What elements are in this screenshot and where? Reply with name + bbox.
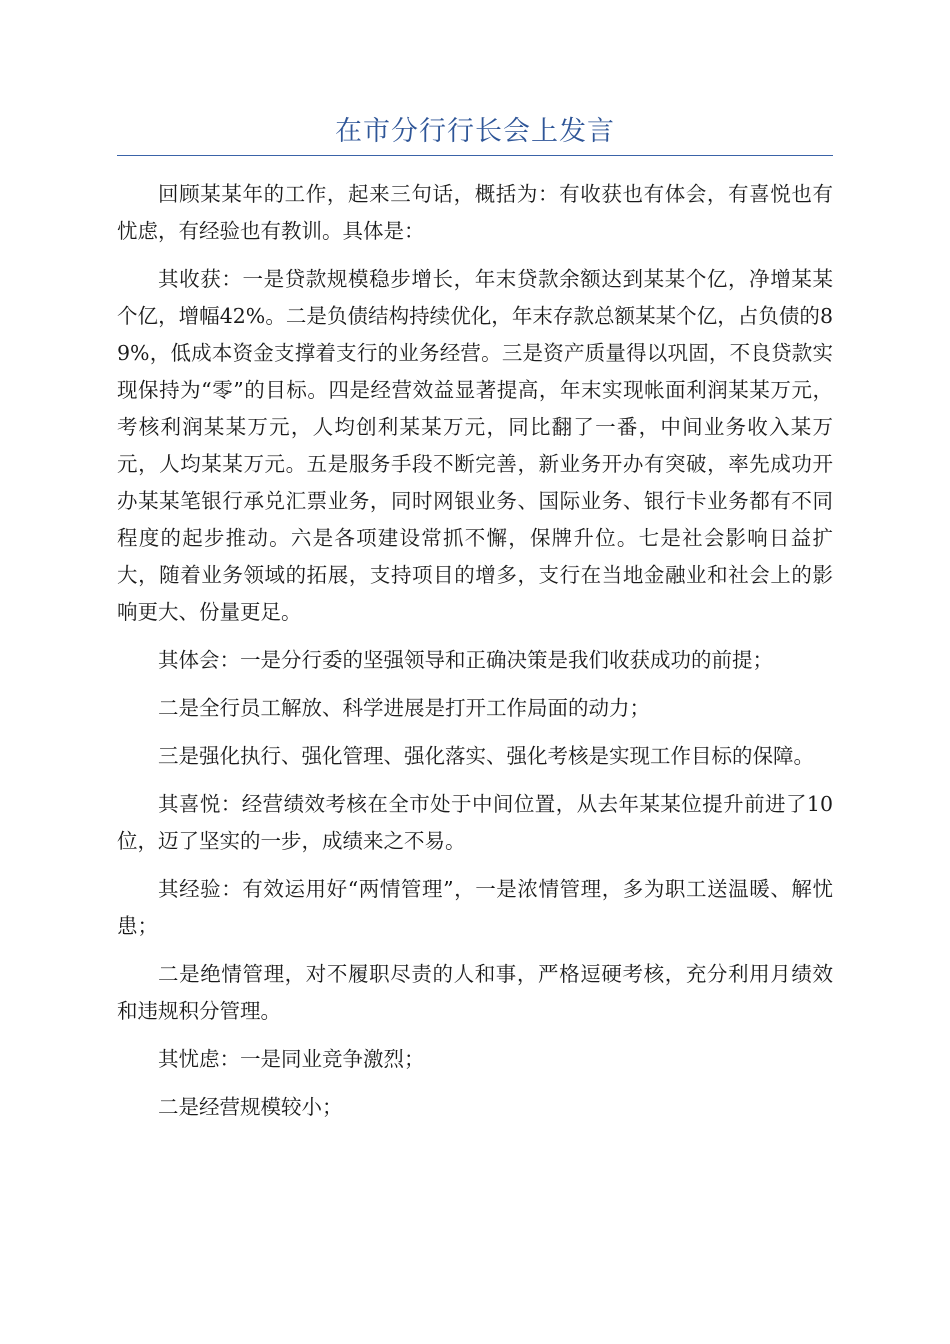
document-title: 在市分行行长会上发言 [335,116,615,147]
document-body [117,176,833,1126]
paragraph-lesson-1: 其经验：有效运用好“两情管理”，一是浓情管理，多为职工送温暖、解忧患； [117,877,833,938]
paragraph-experience-2: 二是全行员工解放、科学进展是打开工作局面的动力； [158,696,650,720]
paragraph-concern-1: 其忧虑：一是同业竞争激烈； [158,1047,425,1071]
paragraph-lesson-2: 二是绝情管理，对不履职尽责的人和事，严格逗硬考核，充分利用月绩效和违规积分管理。 [117,962,833,1023]
paragraph-harvest: 其收获：一是贷款规模稳步增长，年末贷款余额达到某某个亿，净增某某个亿，增幅42%。二是负债结构持续优化，年末存款总额某某个亿，占负债的89%，低成本资金支撑着支行的业务经营。三是资产质量得以巩固，不良贷款实现保持为“零”的目标。四是经营效益显著提高，年末实现帐面利润某某万元，考核利润某某万元，人均创利某某万元，同比翻了一番，中间业务收入某万元，人均某某万元。五是服务手段不断完善，新业务开办有突破，率先成功开办某某笔银行承兑汇票业务，同时网银业务、国际业务、银行卡业务都有不同程度的起步推动。六是各项建设常抓不懈，保牌升位。七是社会影响日益扩大，随着业务领域的拓展，支持项目的增多，支行在当地金融业和社会上的影响更大、份量更足。 [117,267,833,624]
paragraph-experience-1: 其体会：一是分行委的坚强领导和正确决策是我们收获成功的前提； [158,648,773,672]
paragraph-experience-3: 三是强化执行、强化管理、强化落实、强化考核是实现工作目标的保障。 [158,744,814,768]
title-underline [117,155,833,156]
paragraph-review: 回顾某某年的工作，起来三句话，概括为：有收获也有体会，有喜悦也有忧虑，有经验也有教训。具体是： [117,182,833,243]
paragraph-concern-2: 二是经营规模较小； [158,1095,343,1119]
document-page [117,0,833,1137]
paragraph-joy: 其喜悦：经营绩效考核在全市处于中间位置，从去年某某位提升前进了10位，迈了坚实的一步，成绩来之不易。 [117,792,833,853]
